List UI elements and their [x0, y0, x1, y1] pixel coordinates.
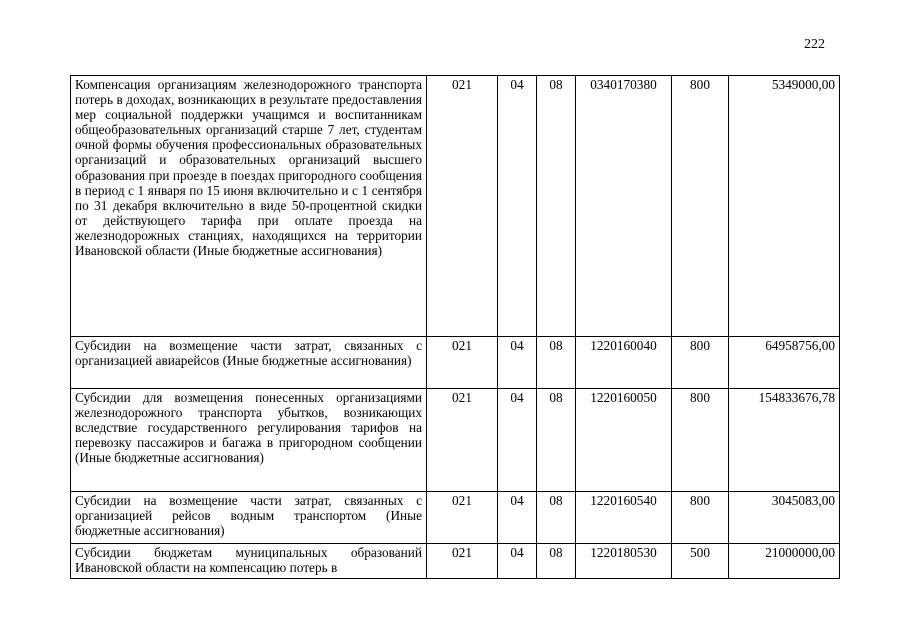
section-code: 04: [498, 544, 537, 579]
table-row: [71, 76, 840, 337]
expense-type-code: 800: [672, 492, 729, 544]
row-description: Субсидии для возмещения понесенных организациями железнодорожного транспорта убытков, возникающих вследствие государственного регулирования тарифов на перевозку пассажиров и багажа в пригородном сообщении (Иные бюджетные ассигнования): [71, 389, 427, 492]
ministry-code: 021: [427, 389, 498, 492]
amount: 154833676,78: [729, 389, 840, 492]
subsection-code: 08: [537, 544, 576, 579]
table-row: [71, 544, 840, 579]
target-code: 1220160040: [576, 337, 672, 389]
expense-type-code: 800: [672, 76, 729, 337]
expense-type-code: 800: [672, 389, 729, 492]
amount: 5349000,00: [729, 76, 840, 337]
target-code: 1220180530: [576, 544, 672, 579]
ministry-code: 021: [427, 544, 498, 579]
row-description: Компенсация организациям железнодорожного транспорта потерь в доходах, возникающих в результате предоставления мер социальной поддержки учащимся и воспитанникам общеобразовательных организаций старше 7 лет, студентам очной формы обучения профессиональных образовательных организаций и образовательных организаций высшего образования при проезде в поездах пригородного сообщения в период с 1 января по 15 июня включительно и с 1 сентября по 31 декабря включительно в виде 50-процентной скидки от действующего тарифа при оплате проезда на железнодорожных станциях, находящихся на территории Ивановской области (Иные бюджетные ассигнования): [71, 76, 427, 337]
target-code: 0340170380: [576, 76, 672, 337]
page-number: 222: [804, 37, 825, 52]
row-description: Субсидии на возмещение части затрат, связанных с организацией авиарейсов (Иные бюджетные ассигнования): [71, 337, 427, 389]
table-row: [71, 337, 840, 389]
amount: 3045083,00: [729, 492, 840, 544]
target-code: 1220160540: [576, 492, 672, 544]
amount: 64958756,00: [729, 337, 840, 389]
amount: 21000000,00: [729, 544, 840, 579]
row-description: Субсидии бюджетам муниципальных образований Ивановской области на компенсацию потерь в: [71, 544, 427, 579]
subsection-code: 08: [537, 389, 576, 492]
table-row: [71, 492, 840, 544]
ministry-code: 021: [427, 492, 498, 544]
section-code: 04: [498, 492, 537, 544]
subsection-code: 08: [537, 337, 576, 389]
subsection-code: 08: [537, 492, 576, 544]
section-code: 04: [498, 337, 537, 389]
section-code: 04: [498, 389, 537, 492]
budget-table: [70, 75, 840, 579]
target-code: 1220160050: [576, 389, 672, 492]
expense-type-code: 800: [672, 337, 729, 389]
ministry-code: 021: [427, 337, 498, 389]
section-code: 04: [498, 76, 537, 337]
table-row: [71, 389, 840, 492]
expense-type-code: 500: [672, 544, 729, 579]
subsection-code: 08: [537, 76, 576, 337]
ministry-code: 021: [427, 76, 498, 337]
row-description: Субсидии на возмещение части затрат, связанных с организацией рейсов водным транспортом (Иные бюджетные ассигнования): [71, 492, 427, 544]
